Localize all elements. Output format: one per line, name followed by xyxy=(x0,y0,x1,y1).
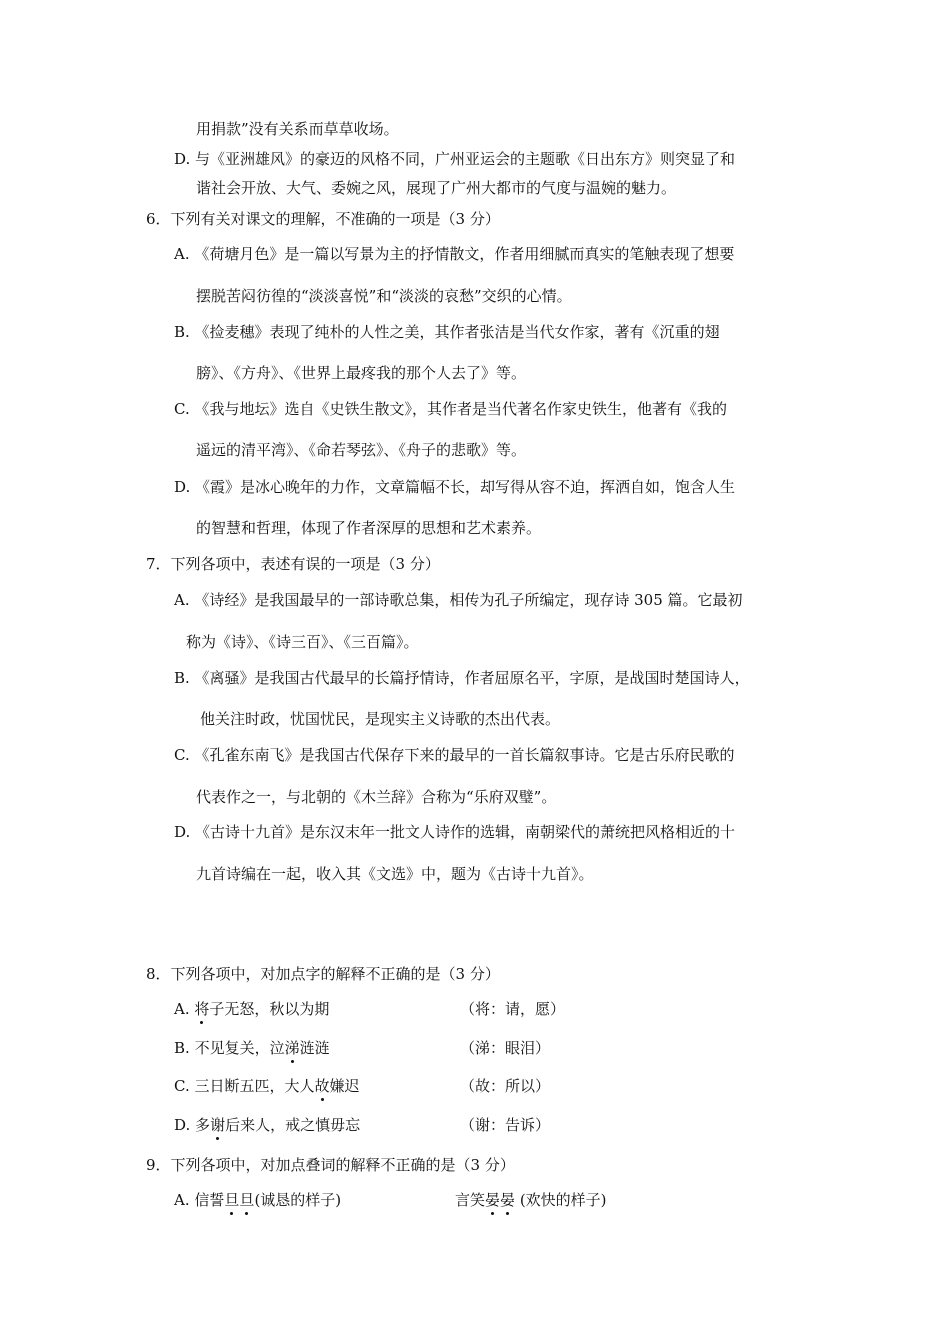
option-label: C. xyxy=(174,1077,190,1095)
q8-option-d: D. 多谢后来人，戒之慎毋忘 xyxy=(174,1116,361,1134)
dotted-char: 故 xyxy=(314,1077,330,1095)
q6-option-c-line2: 遥远的清平湾》、《命若琴弦》、《舟子的悲歌》等。 xyxy=(196,441,527,459)
q6-option-b-line1: B. 《捡麦穗》表现了纯朴的人性之美，其作者张洁是当代女作家，著有《沉重的翅 xyxy=(174,323,720,341)
q6-stem: 6．下列有关对课文的理解，不准确的一项是（3 分） xyxy=(146,210,500,228)
q5-option-c-continuation: 用捐款”没有关系而草草收场。 xyxy=(196,120,399,138)
dotted-char: 谢 xyxy=(210,1116,226,1134)
q7-option-b-line1: B. 《离骚》是我国古代最早的长篇抒情诗，作者屈原名平，字原，是战国时楚国诗人， xyxy=(174,669,750,687)
q7-option-c-line1: C. 《孔雀东南飞》是我国古代保存下来的最早的一首长篇叙事诗。它是古乐府民歌的 xyxy=(174,746,735,764)
q8-option-c-gloss: （故：所以） xyxy=(460,1077,551,1095)
q6-option-d-line1: D. 《霞》是冰心晚年的力作，文章篇幅不长，却写得从容不迫，挥洒自如，饱含人生 xyxy=(174,478,736,496)
q5-option-d-line2: 谐社会开放、大气、委婉之风，展现了广州大都市的气度与温婉的魅力。 xyxy=(196,179,677,197)
q5-option-d-line1: D. 与《亚洲雄风》的豪迈的风格不同，广州亚运会的主题歌《日出东方》则突显了和 xyxy=(174,150,736,168)
q6-option-d-line2: 的智慧和哲理，体现了作者深厚的思想和艺术素养。 xyxy=(196,519,542,537)
q6-option-c-line1: C. 《我与地坛》选自《史铁生散文》，其作者是当代著名作家史铁生，他著有《我的 xyxy=(174,400,727,418)
q8-option-c: C. 三日断五匹，大人故嫌迟 xyxy=(174,1077,360,1095)
q8-option-d-gloss: （谢：告诉） xyxy=(460,1116,551,1134)
dotted-char: 晏 xyxy=(485,1191,501,1209)
dotted-char: 将 xyxy=(194,1000,210,1018)
q8-option-a: A. 将子无怒，秋以为期 xyxy=(174,1000,330,1018)
q7-option-d-line2: 九首诗编在一起，收入其《文选》中，题为《古诗十九首》。 xyxy=(196,865,594,883)
q7-stem: 7．下列各项中，表述有误的一项是（3 分） xyxy=(146,555,440,573)
q8-option-b-gloss: （涕：眼泪） xyxy=(460,1039,551,1057)
dotted-char: 旦 xyxy=(239,1191,255,1209)
q7-option-a-line2: 称为《诗》、《诗三百》、《三百篇》。 xyxy=(186,633,419,651)
q8-option-b: B. 不见复关，泣涕涟涟 xyxy=(174,1039,330,1057)
q8-stem: 8．下列各项中，对加点字的解释不正确的是（3 分） xyxy=(146,965,500,983)
q6-option-a-line1: A. 《荷塘月色》是一篇以写景为主的抒情散文，作者用细腻而真实的笔触表现了想要 xyxy=(174,245,735,263)
dotted-char: 旦 xyxy=(224,1191,240,1209)
option-label: A. xyxy=(174,1000,190,1018)
option-label: B. xyxy=(174,1039,190,1057)
q8-option-a-gloss: （将：请，愿） xyxy=(460,1000,566,1018)
q7-option-b-line2: 他关注时政，忧国忧民，是现实主义诗歌的杰出代表。 xyxy=(200,710,561,728)
q9-option-a-left: A. 信誓旦旦(诚恳的样子) xyxy=(174,1191,342,1209)
q7-option-c-line2: 代表作之一，与北朝的《木兰辞》合称为“乐府双璧”。 xyxy=(196,788,557,806)
option-label: D. xyxy=(174,1116,191,1134)
q6-option-a-line2: 摆脱苦闷彷徨的“淡淡喜悦”和“淡淡的哀愁”交织的心情。 xyxy=(196,287,572,305)
dotted-char: 涕 xyxy=(284,1039,300,1057)
q7-option-a-line1: A. 《诗经》是我国最早的一部诗歌总集，相传为孔子所编定，现存诗 305 篇。它最初 xyxy=(174,591,743,609)
q9-option-a-right: 言笑晏晏 (欢快的样子) xyxy=(455,1191,607,1209)
q9-stem: 9．下列各项中，对加点叠词的解释不正确的是（3 分） xyxy=(146,1156,515,1174)
q7-option-d-line1: D. 《古诗十九首》是东汉末年一批文人诗作的选辑，南朝梁代的萧统把风格相近的十 xyxy=(174,823,736,841)
dotted-char: 晏 xyxy=(500,1191,516,1209)
option-label: A. xyxy=(174,1191,190,1209)
q6-option-b-line2: 膀》、《方舟》、《世界上最疼我的那个人去了》等。 xyxy=(196,364,527,382)
